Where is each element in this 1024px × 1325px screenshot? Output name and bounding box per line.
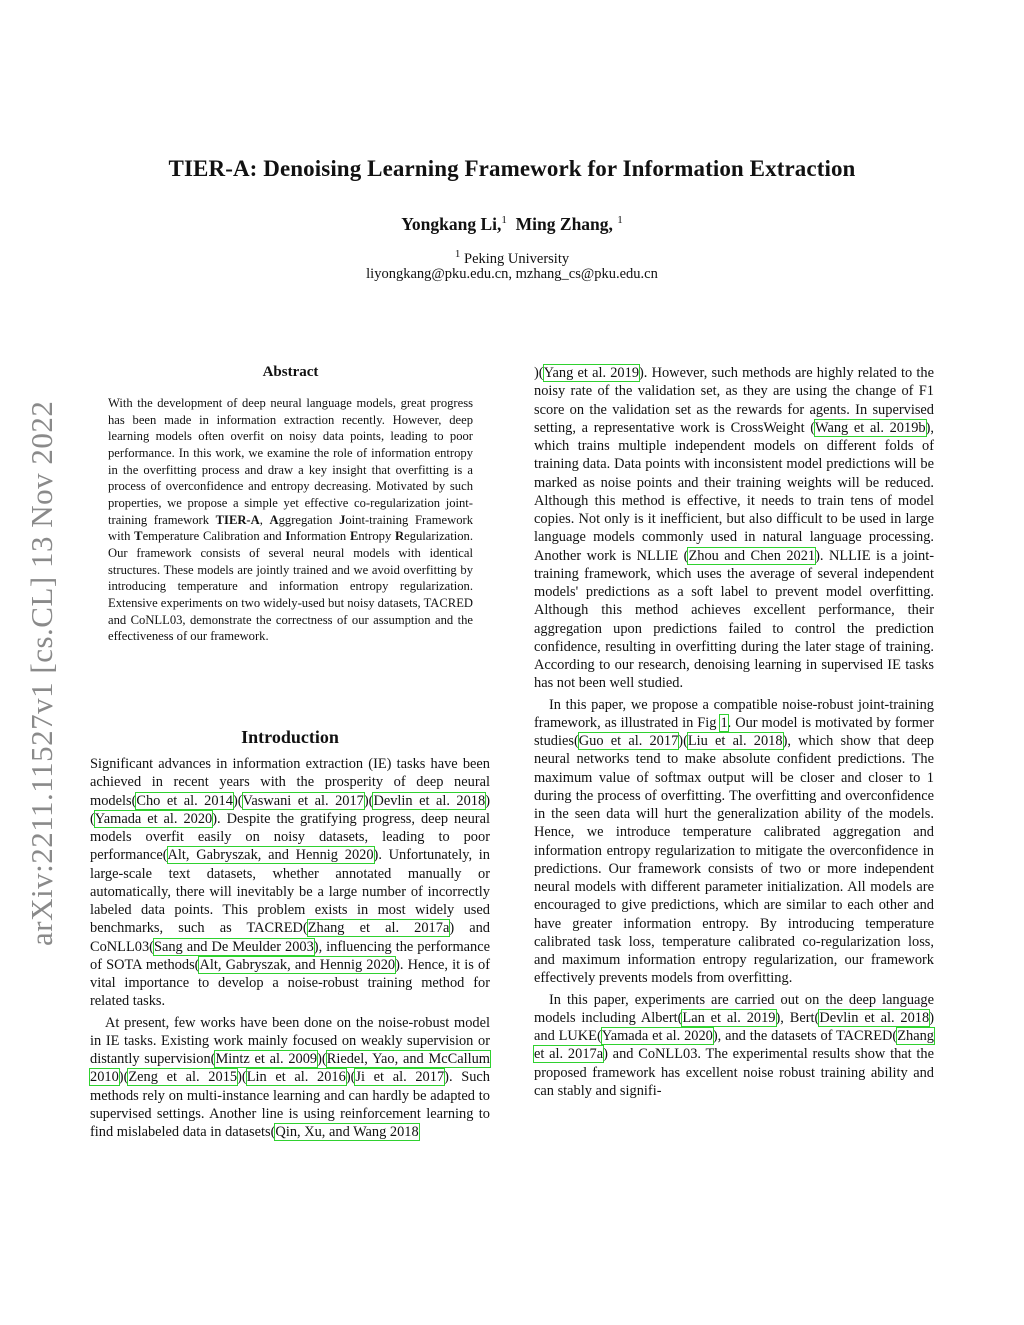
right-column-text	[534, 364, 934, 1100]
paper-title: TIER-A: Denoising Learning Framework for Information Extraction	[168, 156, 856, 181]
author-emails: liyongkang@pku.edu.cn, mzhang_cs@pku.edu.cn	[366, 266, 658, 282]
citation-link[interactable]: Liu et al. 2018	[687, 733, 783, 749]
abstract-body: With the development of deep neural language models, great progress has been made in information extraction recently. However, deep learning models often overfit on noisy data points, leading to poor performance. In this work, we examine the role of information entropy in the overfitting process and draw a key insight that overfitting is a process of overconfidence and entropy decreasing. Motivated by such properties, we propose a simple yet effective co-regularization joint-training framework TIER-A, Aggregation Joint-training Framework with Temperature Calibration and Information Entropy Regularization. Our framework consists of several neural models with identical structures. These models are jointly trained and we avoid overfitting by introducing temperature and information entropy regularization. Extensive experiments on two widely-used but noisy datasets, TACRED and CoNLL03, demonstrate the correctness of our assumption and the effectiveness of our framework.	[108, 396, 473, 644]
citation-link[interactable]: Yang et al. 2019	[543, 365, 640, 381]
left-column-text	[90, 755, 490, 1141]
citation-link[interactable]: Mintz et al. 2009	[215, 1051, 318, 1067]
citation-link[interactable]: Wang et al. 2019b	[815, 419, 926, 436]
citation-link[interactable]: Zhang et al. 2017a	[534, 1028, 934, 1063]
arxiv-identifier-stamp: arXiv:2211.11527v1 [cs.CL] 13 Nov 2022	[24, 400, 59, 946]
citation-link[interactable]: Lan et al. 2019	[682, 1009, 776, 1026]
citation-link[interactable]: Lin et al. 2016	[246, 1069, 346, 1086]
intro-paragraph-3: In this paper, we propose a compatible noise-robust joint-training framework, as illustrated in Fig 1. Our model is motivated by former studies(Guo et al. 2017)(Liu et al. 2018), which show that deep neural networks tend to make absolute confident predictions. The maximum value of softmax output will be closer and closer to 1 during the process of overfitting. The overfitting and overconfidence in the seen data will hurt the generalization ability of the models. Hence, we introduce temperature calibrated aggregation and information entropy regularization to mitigate the overconfidence in predictions. Our framework consists of two or more independent neural models with different parameter initialization. All models are encouraged to give predictions, which are similar to each other and have greater information entropy. By introducing temperature calibrated task loss, temperature calibrated co-regularization loss, and maximum information entropy regularization, our framework effectively prevents models from overfitting.	[534, 696, 935, 987]
citation-link[interactable]: Devlin et al. 2018	[819, 1009, 930, 1026]
citation-link[interactable]: Ji et al. 2017	[355, 1069, 445, 1086]
intro-paragraph-2-continued: )(Yang et al. 2019). However, such methods are highly related to the noisy rate of the validation set, as they are using the change of F1 score on the validation set as the rewards for agents. In supervised setting, a representative work is CrossWeight (Wang et al. 2019b), which trains multiple independent models on different folds of training data. Data points with inconsistent model predictions will be marked as noise points and their training weights will be reduced. Although this method is effective, it needs to train tens of model copies. Not only is it inefficient, but also difficult to be used in large language models commonly used in natural language processing. Another work is NLLIE (Zhou and Chen 2021). NLLIE is a joint-training framework, which uses the average of several independent models' predictions as a soft label to prevent model overfitting. Although this method achieves excellent performance, their aggregation upon predictions failed to control the prediction confidence, resulting in overfitting during the later stage of training. According to our research, denoising learning in supervised IE tasks has not been well studied.	[534, 365, 935, 692]
citation-link[interactable]: Qin, Xu, and Wang 2018	[275, 1124, 419, 1140]
abstract-heading: Abstract	[262, 364, 319, 380]
citation-link[interactable]: Zhou and Chen 2021	[688, 547, 816, 564]
intro-paragraph-2: At present, few works have been done on the noise-robust model in IE tasks. Existing work mainly focused on weakly supervision or distantly supervision(Mintz et al. 2009)(Riedel, Yao, and McCallum 2010)(Zeng et al. 2015)(Lin et al. 2016)(Ji et al. 2017). Such methods rely on multi-instance learning and can hardly be adapted to supervised settings. Another line is using reinforcement learning to find mislabeled data in datasets(Qin, Xu, and Wang 2018	[90, 1014, 490, 1140]
citation-link[interactable]: Sang and De Meulder 2003	[153, 938, 314, 955]
citation-link[interactable]: Alt, Gabryszak, and Hennig 2020	[167, 847, 374, 864]
author-name: Ming Zhang,	[515, 214, 613, 234]
citation-link[interactable]: Devlin et al. 2018	[373, 792, 486, 809]
citation-link[interactable]: Cho et al. 2014	[136, 792, 233, 809]
intro-paragraph-4: In this paper, experiments are carried out on the deep language models including Albert(Lan et al. 2019), Bert(Devlin et al. 2018) and LUKE(Yamada et al. 2020), and the datasets of TACRED(Zhang et al. 2017a) and CoNLL03. The experimental results show that the proposed framework has excellent noise robust training ability and can stably and signifi-	[534, 991, 935, 1099]
affiliation-mark: 1	[454, 248, 461, 260]
citation-link[interactable]: Yamada et al. 2020	[94, 810, 213, 827]
affiliation	[0, 248, 1024, 268]
author-name: Yongkang Li,	[401, 214, 502, 234]
author-affiliation-mark: 1	[617, 214, 623, 227]
introduction-heading: Introduction	[241, 727, 339, 747]
author-affiliation-mark: 1	[501, 214, 507, 227]
citation-link[interactable]: Zeng et al. 2015	[128, 1069, 238, 1086]
citation-link[interactable]: Vaswani et al. 2017	[242, 792, 364, 809]
author-list	[0, 214, 1024, 235]
citation-link[interactable]: Riedel, Yao, and McCallum 2010	[90, 1051, 490, 1086]
citation-link[interactable]: Alt, Gabryszak, and Hennig 2020	[199, 956, 396, 973]
citation-link[interactable]: Yamada et al. 2020	[601, 1028, 713, 1044]
intro-paragraph-1: Significant advances in information extraction (IE) tasks have been achieved in recent years with the prosperity of deep neural models(Cho et al. 2014)(Vaswani et al. 2017)(Devlin et al. 2018)(Yamada et al. 2020). Despite the gratifying progress, deep neural models overfit easily on noisy datasets, leading to poor performance(Alt, Gabryszak, and Hennig 2020). Unfortunately, in large-scale text datasets, whether annotated manually or automatically, there will inevitably be a large number of incorrectly labeled data points. This problem exists in most widely used benchmarks, such as TACRED(Zhang et al. 2017a) and CoNLL03(Sang and De Meulder 2003), influencing the performance of SOTA methods(Alt, Gabryszak, and Hennig 2020). Hence, it is of vital importance to develop a noise-robust training method for related tasks.	[90, 756, 490, 1010]
citation-link[interactable]: Zhang et al. 2017a	[307, 920, 450, 937]
affiliation-name: Peking University	[464, 250, 570, 267]
figure-link[interactable]: 1	[720, 714, 728, 731]
citation-link[interactable]: Guo et al. 2017	[578, 733, 679, 749]
